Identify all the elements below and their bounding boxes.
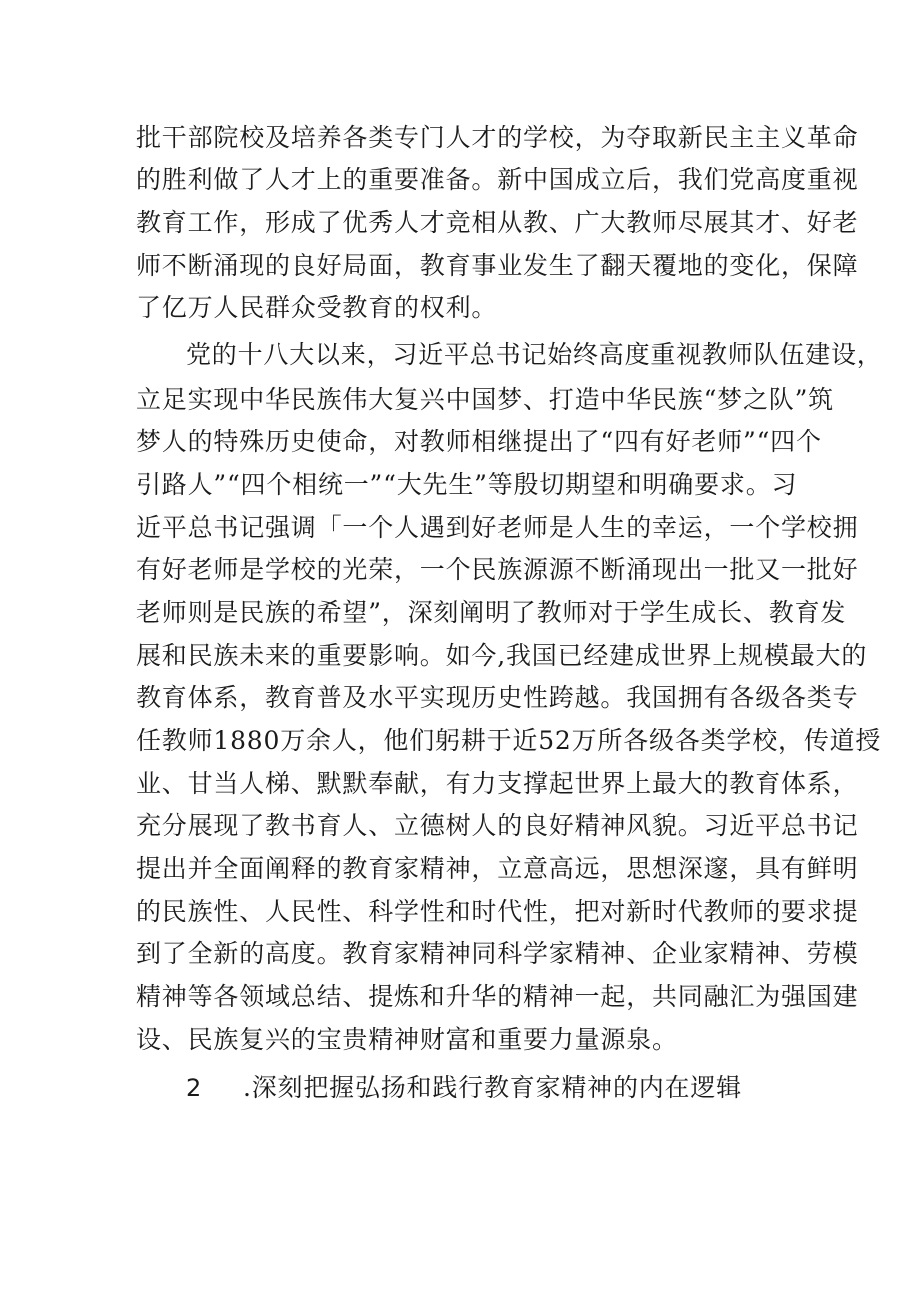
text-line: 充分展现了教书育人、立德树人的良好精神风貌。习近平总书记	[136, 811, 859, 840]
text-line: 教育工作，形成了优秀人才竞相从教、广大教师尽展其才、好老	[136, 208, 859, 237]
text-line: 精神等各领域总结、提炼和升华的精神一起，共同融汇为强国建	[136, 982, 859, 1011]
text-line: 的胜利做了人才上的重要准备。新中国成立后，我们党高度重视	[136, 165, 859, 194]
text-line: 近平总书记强调「一个人遇到好老师是人生的幸运，一个学校拥	[136, 513, 859, 542]
text-line: 任教师1880万余人，他们躬耕于近52万所各级各类学校，传道授	[136, 726, 882, 755]
section-title: .深刻把握弘扬和践行教育家精神的内在逻辑	[243, 1073, 742, 1102]
text-line: 立足实现中华民族伟大复兴中国梦、打造中华民族“梦之队”筑	[136, 385, 834, 414]
text-line: 了亿万人民群众受教育的权利。	[136, 293, 498, 322]
text-line: 业、甘当人梯、默默奉献，有力支撑起世界上最大的教育体系，	[136, 769, 859, 798]
text-line: 设、民族复兴的宝贵精神财富和重要力量源泉。	[136, 1025, 678, 1054]
text-line: 引路人”“四个相统一”“大先生”等殷切期望和明确要求。习	[136, 470, 798, 499]
text-line: 党的十八大以来，习近平总书记始终高度重视教师队伍建设，	[186, 340, 883, 369]
text-line: 展和民族未来的重要影响。如今,我国已经建成世界上规模最大的	[136, 641, 868, 670]
text-line: 师不断涌现的良好局面，教育事业发生了翻天覆地的变化，保障	[136, 251, 859, 280]
text-line: 的民族性、人民性、科学性和时代性，把对新时代教师的要求提	[136, 897, 859, 926]
text-line: 教育体系，教育普及水平实现历史性跨越。我国拥有各级各类专	[136, 683, 859, 712]
text-line: 老师则是民族的希望”，深刻阐明了教师对于学生成长、教育发	[136, 598, 847, 627]
text-line: 提出并全面阐释的教育家精神，立意高远，思想深邃，具有鲜明	[136, 854, 859, 883]
text-line: 有好老师是学校的光荣，一个民族源源不断涌现出一批又一批好	[136, 555, 859, 584]
text-line: 到了全新的高度。教育家精神同科学家精神、企业家精神、劳模	[136, 939, 859, 968]
text-line: 批干部院校及培养各类专门人才的学校，为夺取新民主主义革命	[136, 123, 859, 152]
section-number: 2	[186, 1074, 202, 1102]
text-line: 梦人的特殊历史使命，对教师相继提出了“四有好老师”“四个	[136, 427, 822, 456]
